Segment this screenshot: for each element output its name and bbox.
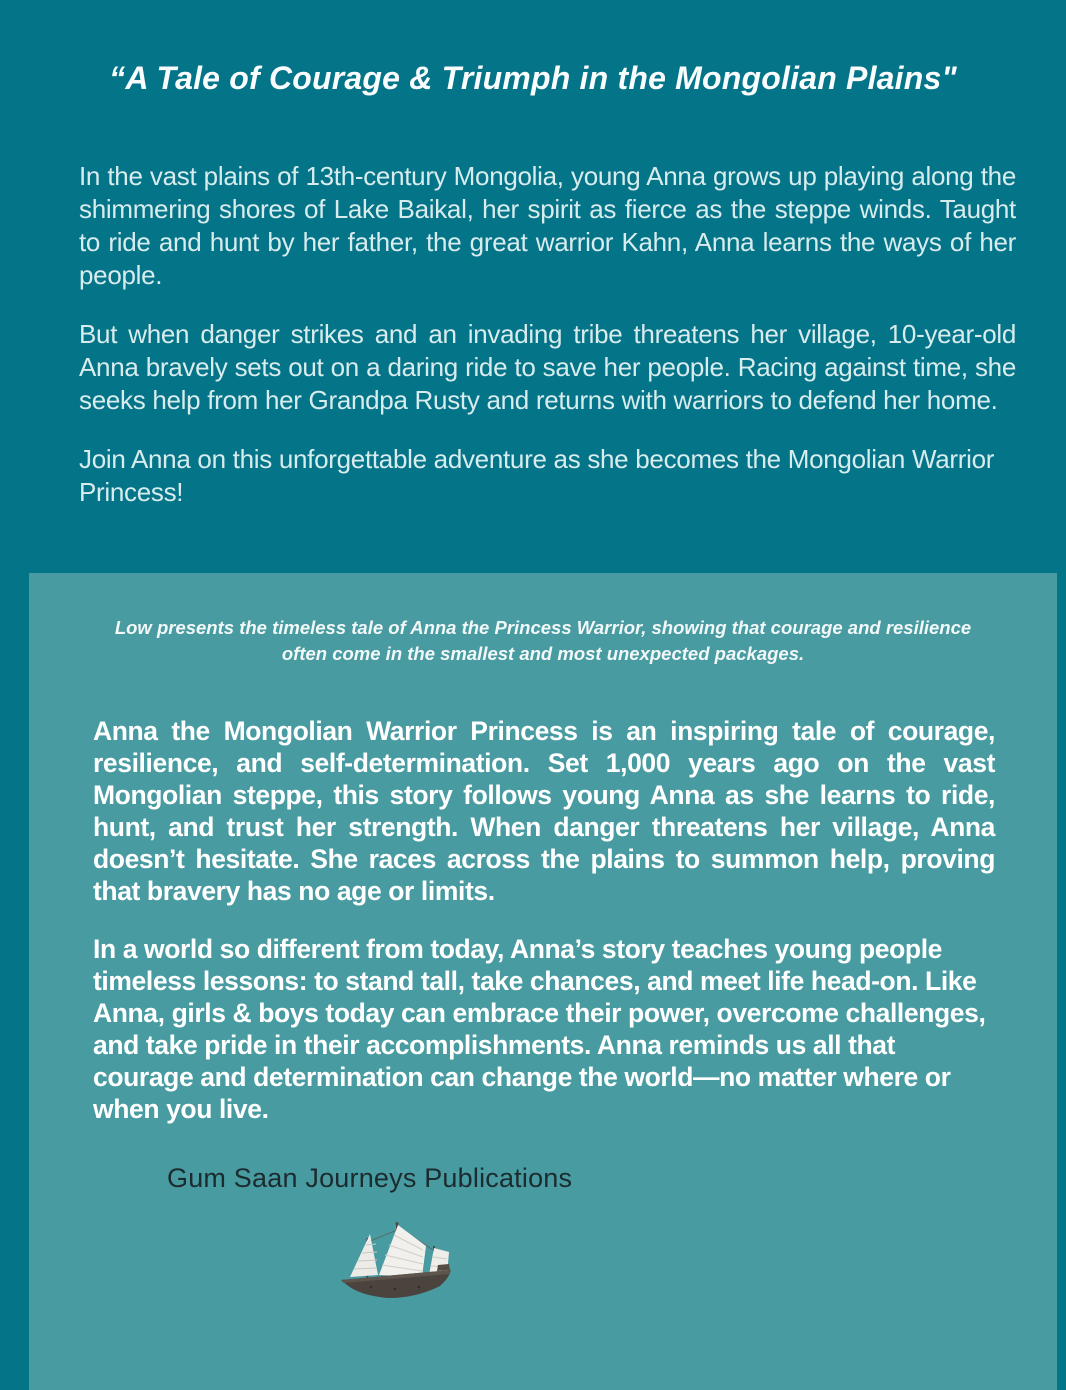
panel-tagline: Low presents the timeless tale of Anna the Princess Warrior, showing that courage and resilience often come in the smallest and most unexpected packages.	[114, 617, 972, 664]
publisher-name: Gum Saan Journeys Publications	[167, 1163, 573, 1193]
review-panel	[29, 573, 1057, 1390]
junk-ship-icon	[337, 1219, 455, 1307]
cover-title: “A Tale of Courage & Triumph in the Mongolian Plains"	[109, 60, 957, 96]
junk-ship-icon	[337, 1219, 455, 1307]
panel-paragraph-2: In a world so different from today, Anna’s story teaches young people timeless lessons: to stand tall, take chances, and meet life head-on. Like Anna, girls & boys today can embrace their power, overcome challenges, and take pride in their accomplishments. Anna reminds us all that courage and determination can change the world—no matter where or when you live.	[93, 934, 986, 1124]
synopsis-section	[79, 160, 1016, 509]
panel-paragraph-1: Anna the Mongolian Warrior Princess is an inspiring tale of courage, resilience, and self-determination. Set 1,000 years ago on the vast Mongolian steppe, this story follows young Anna as she learns to ride, hunt, and trust her strength. When danger threatens her village, Anna doesn’t hesitate. She races across the plains to summon help, proving that bravery has no age or limits.	[93, 716, 995, 906]
synopsis-paragraph-2: But when danger strikes and an invading tribe threatens her village, 10-year-old Anna bravely sets out on a daring ride to save her people. Racing against time, she seeks help from her Grandpa Rusty and returns with warriors to defend her home.	[79, 319, 1016, 415]
synopsis-paragraph-1: In the vast plains of 13th-century Mongolia, young Anna grows up playing along the shimmering shores of Lake Baikal, her spirit as fierce as the steppe winds. Taught to ride and hunt by her father, the great warrior Kahn, Anna learns the ways of her people.	[79, 161, 1016, 290]
synopsis-paragraph-3: Join Anna on this unforgettable adventure as she becomes the Mongolian Warrior Princess!	[79, 444, 995, 507]
